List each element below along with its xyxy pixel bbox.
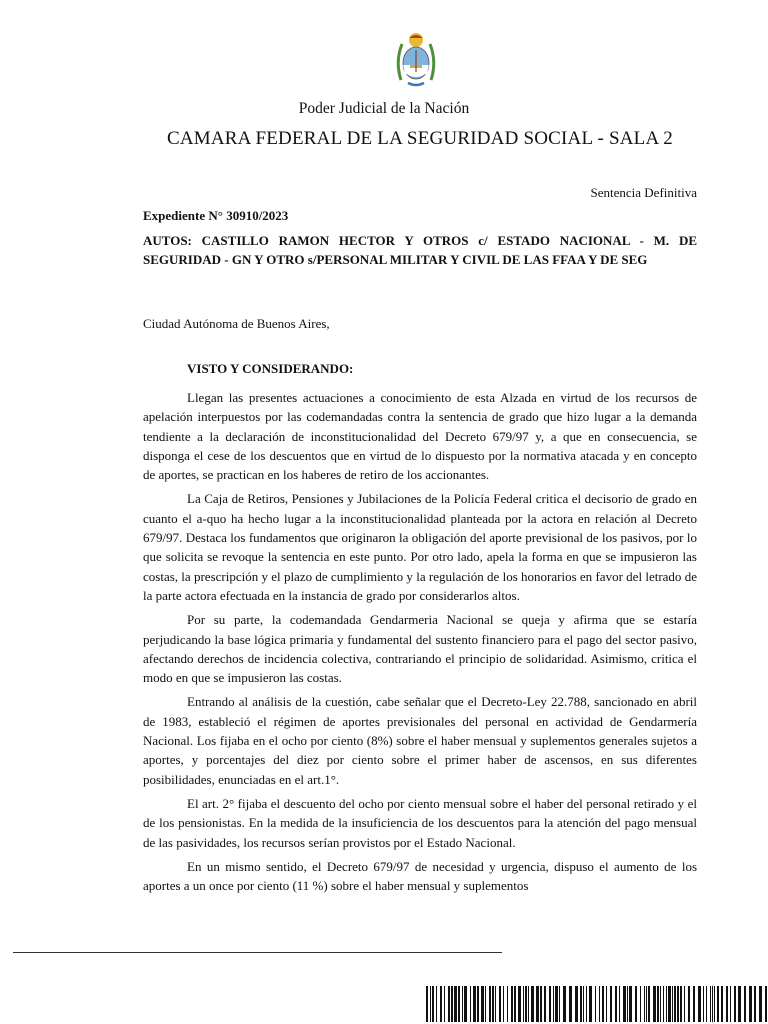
paragraph: Llegan las presentes actuaciones a conocimiento de esta Alzada en virtud de los recursos de apelación interpuestos por las codemandadas contra la sentencia de grado que hizo lugar a la demanda tendiente a la declaración de inconstitucionalidad del Decreto 679/97 y, a que en consecuencia, se disponga el cese de los descuentos que en virtud de lo dispuesto por la normativa atacada y en concepto de aportes, se practican en los haberes de retiro de los accionantes. [143,390,697,483]
ruling-body [143,388,697,900]
institution-name: Poder Judicial de la Nación [298,100,470,117]
document-type: Sentencia Definitiva [590,185,697,200]
paragraph: La Caja de Retiros, Pensiones y Jubilaciones de la Policía Federal critica el decisorio de grado en cuanto el a-quo ha hecho lugar a la inconstitucionalidad planteada por la actora en relación al Decreto 679/97. Destaca los fundamentos que originaron la obligación del aporte previsional de los pasivos, por lo que solicita se revoque la sentencia en este punto. Por otro lado, apela la forma en que se impusieron las costas, la prescripción y el plazo de cumplimiento y la regulación de los honorarios en favor del letrado de la parte actora efectuada en la instancia de grado por considerarlos altos. [143,491,697,603]
barcode-icon [426,986,768,1022]
city-line: Ciudad Autónoma de Buenos Aires, [143,316,330,331]
case-caption: AUTOS: CASTILLO RAMON HECTOR Y OTROS c/ ESTADO NACIONAL - M. DE SEGURIDAD - GN Y OTRO s/PERSONAL MILITAR Y CIVIL DE LAS FFAA Y DE SEG [143,233,697,267]
paragraph: En un mismo sentido, el Decreto 679/97 de necesidad y urgencia, dispuso el aumento de los aportes a un once por ciento (11 %) sobre el haber mensual y suplementos [143,858,697,894]
paragraph: El art. 2° fijaba el descuento del ocho por ciento mensual sobre el haber del personal retirado y el de los pensionistas. En la medida de la insuficiencia de los descuentos para la atención del pago mensual de las pasividades, los recursos serían provistos por el Estado Nacional. [143,795,697,850]
section-heading: VISTO Y CONSIDERANDO: [187,361,354,376]
paragraph: Entrando al análisis de la cuestión, cabe señalar que el Decreto-Ley 22.788, sancionado en abril de 1983, estableció el régimen de aportes previsionales del personal en actividad de Gendarmería Nacional. Los fijaba en el ocho por ciento (8%) sobre el haber mensual y suplementos generales sujetos a aportes, y porcentajes del diez por ciento sobre el primer haber de ascensos, en sus diferentes posibilidades, enunciadas en el art.1°. [143,694,697,787]
case-number: Expediente N° 30910/2023 [143,208,289,223]
paragraph: Por su parte, la codemandada Gendarmeria Nacional se queja y afirma que se estaría perjudicando la base lógica primaria y fundamental del sustento financiero para el pago del sector pasivo, afectando derechos de incidencia colectiva, contrariando el principio de solidaridad. Asimismo, critica el modo en que se impusieron las costas. [143,612,697,686]
court-name: CAMARA FEDERAL DE LA SEGURIDAD SOCIAL - SALA 2 [166,128,674,149]
footer-divider [13,952,502,953]
argentine-coat-of-arms-icon [393,28,439,88]
